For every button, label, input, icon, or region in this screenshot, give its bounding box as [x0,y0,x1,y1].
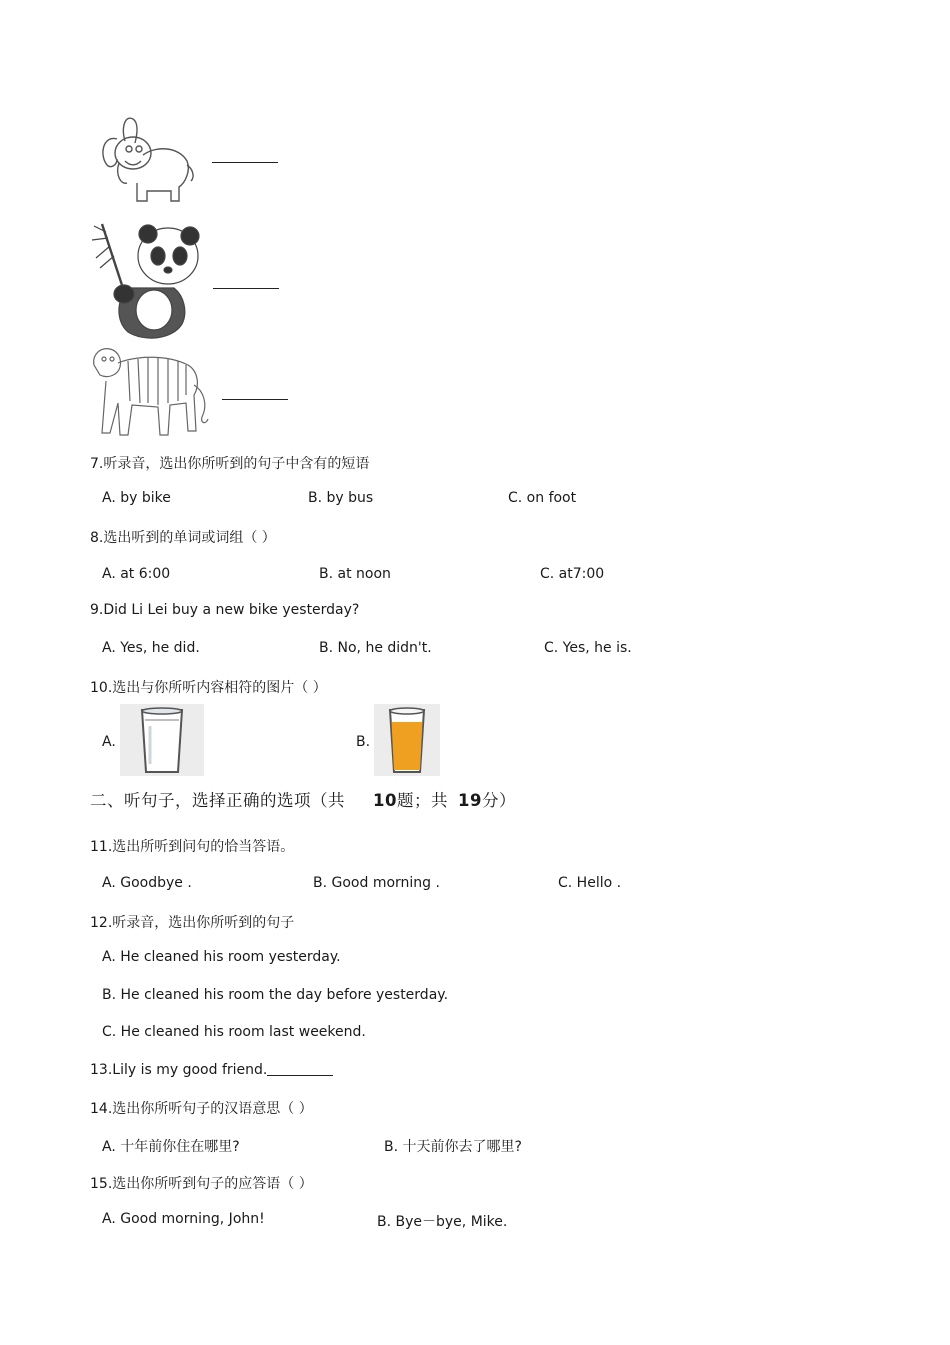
q8-option-c[interactable]: C. at7:00 [540,566,605,582]
q12-option-c[interactable]: C. He cleaned his room last weekend. [102,1024,366,1040]
q10-option-a-picture[interactable] [120,704,204,776]
question-10-prompt: 10.选出与你所听内容相符的图片（ ） [90,680,327,696]
q8-option-a[interactable]: A. at 6:00 [102,566,171,582]
q15-option-a[interactable]: A. Good morning, John! [102,1211,265,1227]
q9-option-c[interactable]: C. Yes, he is. [544,640,632,656]
q10-option-a-label[interactable]: A. [102,734,116,750]
q10-option-b-picture[interactable] [374,704,440,776]
q7-option-c[interactable]: C. on foot [508,490,577,506]
panda-icon [88,216,206,340]
question-15-prompt: 15.选出你所听到句子的应答语（ ） [90,1176,313,1192]
q11-option-a[interactable]: A. Goodbye . [102,875,192,891]
elephant-icon [95,105,197,205]
glass-of-water-icon [120,704,204,776]
q11-option-b[interactable]: B. Good morning . [313,875,440,891]
answer-blank[interactable] [267,1074,333,1076]
section-2-heading: 二、听句子，选择正确的选项（共 10题；共 19分） [90,791,516,810]
question-13-prompt: 13.Lily is my good friend. [90,1062,333,1078]
answer-blank[interactable] [212,161,278,163]
question-9-prompt: 9.Did Li Lei buy a new bike yesterday? [90,602,360,618]
question-11-prompt: 11.选出所听到问句的恰当答语。 [90,839,295,855]
q12-option-b[interactable]: B. He cleaned his room the day before yesterday. [102,987,449,1003]
answer-blank[interactable] [213,287,279,289]
q7-option-a[interactable]: A. by bike [102,490,171,506]
q8-option-b[interactable]: B. at noon [319,566,391,582]
q10-option-b-label[interactable]: B. [356,734,371,750]
q9-option-a[interactable]: A. Yes, he did. [102,640,200,656]
elephant-picture [95,105,197,205]
q11-option-c[interactable]: C. Hello . [558,875,622,891]
question-8-prompt: 8.选出听到的单词或词组（ ） [90,530,276,546]
tiger-picture [88,345,210,439]
tiger-icon [88,345,210,439]
glass-of-orange-juice-icon [374,704,440,776]
question-7-prompt: 7.听录音，选出你所听到的句子中含有的短语 [90,456,370,472]
panda-picture [88,216,206,340]
question-14-prompt: 14.选出你所听句子的汉语意思（ ） [90,1101,313,1117]
q12-option-a[interactable]: A. He cleaned his room yesterday. [102,949,341,965]
q7-option-b[interactable]: B. by bus [308,490,374,506]
q14-option-b[interactable]: B. 十天前你去了哪里? [384,1139,522,1155]
q14-option-a[interactable]: A. 十年前你住在哪里? [102,1139,240,1155]
q15-option-b[interactable]: B. Bye－bye, Mike. [377,1214,508,1230]
answer-blank[interactable] [222,398,288,400]
q9-option-b[interactable]: B. No, he didn't. [319,640,432,656]
question-12-prompt: 12.听录音，选出你所听到的句子 [90,915,295,931]
